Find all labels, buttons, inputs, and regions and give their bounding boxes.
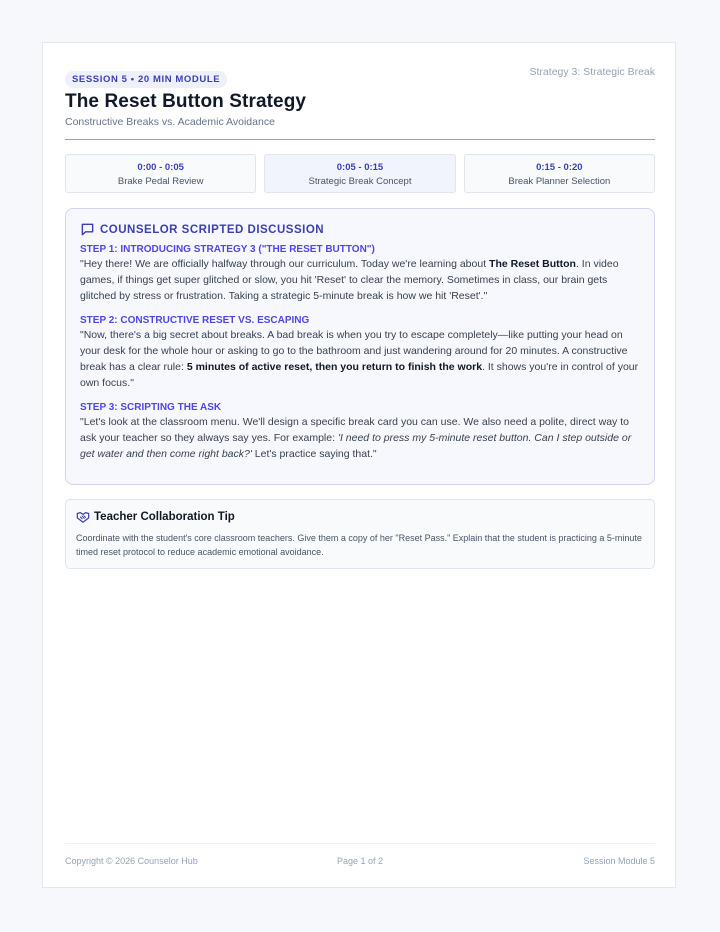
timeline-segment-3 [464,154,655,193]
timeline-label: Strategic Break Concept [308,176,412,187]
timeline-label: Brake Pedal Review [117,176,204,187]
session-timeline [65,154,655,193]
tip-heading-row [76,510,644,524]
tip-text: Coordinate with the student's core classroom teachers. Give them a copy of her "Reset Pass." Explain that the student is practicing a 5-minute timed reset protocol to reduce academic emotional avoidance. [76,533,642,557]
page-title: The Reset Button Strategy [65,91,307,112]
scripted-discussion-card [65,208,655,485]
footer-module: Session Module 5 [583,856,655,866]
step-3-title: STEP 3: SCRIPTING THE ASK [80,402,222,413]
step-2-title: STEP 2: CONSTRUCTIVE RESET VS. ESCAPING [80,315,310,326]
page-subtitle: Constructive Breaks vs. Academic Avoidance [65,116,275,128]
handshake-icon [76,510,90,524]
teacher-tip-card [65,499,655,569]
step-1-title: STEP 1: INTRODUCING STRATEGY 3 ("THE RESET BUTTON") [80,244,375,255]
footer-copyright: Copyright © 2026 Counselor Hub [65,856,198,866]
tip-title: Teacher Collaboration Tip [94,511,235,523]
step-1-text: "Hey there! We are officially halfway through our curriculum. Today we're learning about The Reset Button. In video games, if things get super glitched or slow, you hit 'Reset' to clear the memory. Sometimes in class, our brain gets glitched by stress or frustration. Taking a strategic 5-minute break is how we hit 'Reset'." [80,258,619,302]
timeline-segment-1 [65,154,256,193]
document-page [42,42,676,888]
timeline-segment-2 [264,154,455,193]
page-content [65,43,655,887]
discussion-heading: COUNSELOR SCRIPTED DISCUSSION [100,223,325,236]
page-footer [65,843,655,874]
footer-page-number: Page 1 of 2 [336,856,384,866]
session-badge: SESSION 5 • 20 MIN MODULE [65,71,227,88]
chat-bubble-icon [80,222,95,237]
step-3-text: "Let's look at the classroom menu. We'll design a specific break card you can use. We also need a polite, direct way to ask your teacher so they always say yes. For example: 'I need to press my 5-minute reset button. Can I step outside or get water and then come right back?' Let's practice saying that." [80,416,632,460]
timeline-label: Break Planner Selection [508,176,611,187]
discussion-heading-row [80,222,640,237]
timeline-time: 0:05 - 0:15 [336,162,384,173]
strategy-tag: Strategy 3: Strategic Break [529,66,655,78]
timeline-time: 0:00 - 0:05 [137,162,184,173]
page-header [65,66,655,140]
timeline-time: 0:15 - 0:20 [536,162,583,173]
step-2-text: "Now, there's a big secret about breaks. A bad break is when you try to escape completely—like putting your head on your desk for the whole hour or asking to go to the bathroom and just wandering around for 20 minutes. A constructive break has a clear rule: 5 minutes of active reset, then you return to finish the work. It shows you're in control of your own focus." [80,329,639,389]
